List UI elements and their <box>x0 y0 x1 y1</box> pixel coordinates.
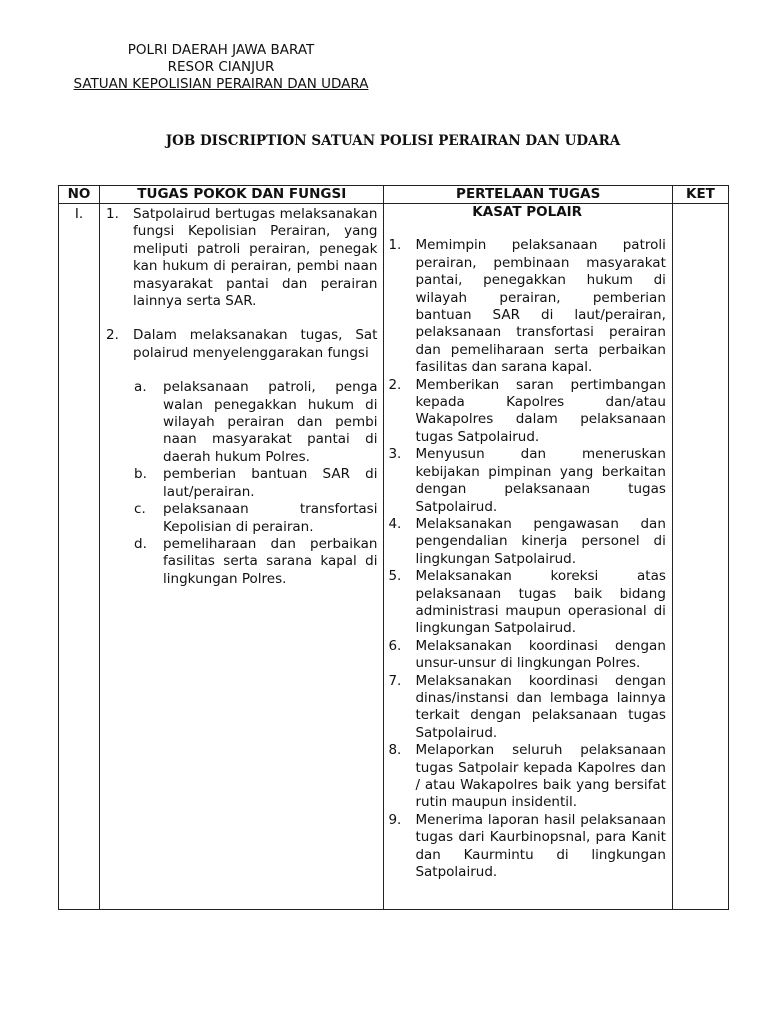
col-header-no: NO <box>59 186 100 204</box>
fungsi-item-a-letter: a. <box>134 379 147 396</box>
list-item-text: Memberikan saran pertimbangan kepada Kapolres dan/atau Wakapolres dalam pelaksanaan tugas Satpolairud. <box>415 376 666 445</box>
list-item <box>388 377 665 447</box>
col-header-pertelaan: PERTELAAN TUGAS <box>384 186 672 204</box>
row-number: I. <box>59 204 100 910</box>
header-line-1: POLRI DAERAH JAWA BARAT <box>127 42 315 58</box>
list-item <box>388 568 665 638</box>
tugas-item-2-text: Dalam melaksanakan tugas, Sat polairud menyelenggarakan fungsi <box>133 327 378 361</box>
list-item-number: 8. <box>388 742 402 759</box>
list-item <box>388 812 665 882</box>
header-line-2: RESOR CIANJUR <box>167 59 275 75</box>
ket-cell <box>672 204 728 910</box>
tugas-item-2-number: 2. <box>106 327 119 344</box>
fungsi-item-a <box>134 379 377 466</box>
tugas-item-1-number: 1. <box>106 206 119 222</box>
document-title: JOB DISCRIPTION SATUAN POLISI PERAIRAN DAN UDARA <box>165 133 621 149</box>
fungsi-item-b-letter: b. <box>134 466 147 483</box>
fungsi-item-c <box>134 501 377 536</box>
list-item-number: 5. <box>388 568 402 585</box>
list-item <box>388 516 665 568</box>
list-item <box>388 638 665 673</box>
col-header-tugas: TUGAS POKOK DAN FUNGSI <box>100 186 384 204</box>
list-item-number: 6. <box>388 637 402 654</box>
pertelaan-tugas-cell <box>384 204 672 910</box>
list-item-number: 2. <box>388 376 402 393</box>
list-item-text: Melaksanakan koreksi atas pelaksanaan tugas baik bidang administrasi maupun operasional di lingkungan Satpolairud. <box>415 568 666 637</box>
fungsi-item-d <box>134 536 377 588</box>
fungsi-item-a-text: pelaksanaan patroli, penga walan penegakkan hukum di wilayah perairan dan pembi naan masyarakat pantai di daerah hukum Polres. <box>163 379 378 465</box>
fungsi-item-c-text: pelaksanaan transfortasi Kepolisian di perairan. <box>163 501 378 535</box>
fungsi-item-b-text: pemberian bantuan SAR di laut/perairan. <box>163 466 378 500</box>
tugas-item-2 <box>106 327 377 362</box>
list-item <box>388 742 665 812</box>
fungsi-item-b <box>134 466 377 501</box>
list-item-text: Menerima laporan hasil pelaksanaan tugas dari Kaurbinopsnal, para Kanit dan Kaurmintu di lingkungan Satpolairud. <box>415 811 666 881</box>
fungsi-item-c-letter: c. <box>134 501 146 518</box>
list-item-number: 9. <box>388 811 402 828</box>
table-row <box>59 204 729 910</box>
table-header-row <box>59 186 729 204</box>
list-item-text: Menyusun dan meneruskan kebijakan pimpinan yang berkaitan dengan pelaksanaan tugas Satpolairud. <box>415 446 666 515</box>
list-item <box>388 673 665 743</box>
list-item-text: Melaksanakan koordinasi dengan dinas/instansi dan lembaga lainnya terkait dengan pelaksanaan tugas Satpolairud. <box>415 672 666 741</box>
document-header <box>62 42 380 93</box>
section-title-kasat-polair: KASAT POLAIR <box>472 204 583 220</box>
list-item-text: Memimpin pelaksanaan patroli perairan, pembinaan masyarakat pantai, penegakkan hukum di wilayah perairan, pemberian bantuan SAR di laut/perairan, pelaksanaan transfortasi perairan dan pemeliharaan serta perbaikan fasilitas dan sarana kapal. <box>415 237 666 376</box>
list-item <box>388 446 665 516</box>
list-item-text: Melaksanakan pengawasan dan pengendalian kinerja personel di lingkungan Satpolairud. <box>415 515 666 567</box>
list-item <box>388 237 665 376</box>
job-description-table <box>58 185 729 910</box>
tugas-item-1-text: Satpolairud bertugas melaksanakan fungsi Kepolisian Perairan, yang meliputi patroli perairan, penegak kan hukum di perairan, pembi naan masyarakat pantai dan perairan lainnya serta SAR. <box>133 206 378 310</box>
tugas-pokok-cell <box>100 204 384 910</box>
list-item-number: 7. <box>388 672 402 689</box>
fungsi-item-d-letter: d. <box>134 535 147 552</box>
list-item-number: 1. <box>388 237 402 254</box>
list-item-text: Melaporkan seluruh pelaksanaan tugas Satpolair kepada Kapolres dan / atau Wakapolres baik yang bersifat rutin maupun insidentil. <box>415 742 666 811</box>
list-item-text: Melaksanakan koordinasi dengan unsur-unsur di lingkungan Polres. <box>415 637 666 672</box>
list-item-number: 3. <box>388 446 402 463</box>
fungsi-item-d-text: pemeliharaan dan perbaikan fasilitas serta sarana kapal di lingkungan Polres. <box>163 535 378 587</box>
tugas-item-1 <box>106 206 377 310</box>
list-item-number: 4. <box>388 515 402 532</box>
header-line-3: SATUAN KEPOLISIAN PERAIRAN DAN UDARA <box>73 76 369 92</box>
col-header-ket: KET <box>672 186 728 204</box>
